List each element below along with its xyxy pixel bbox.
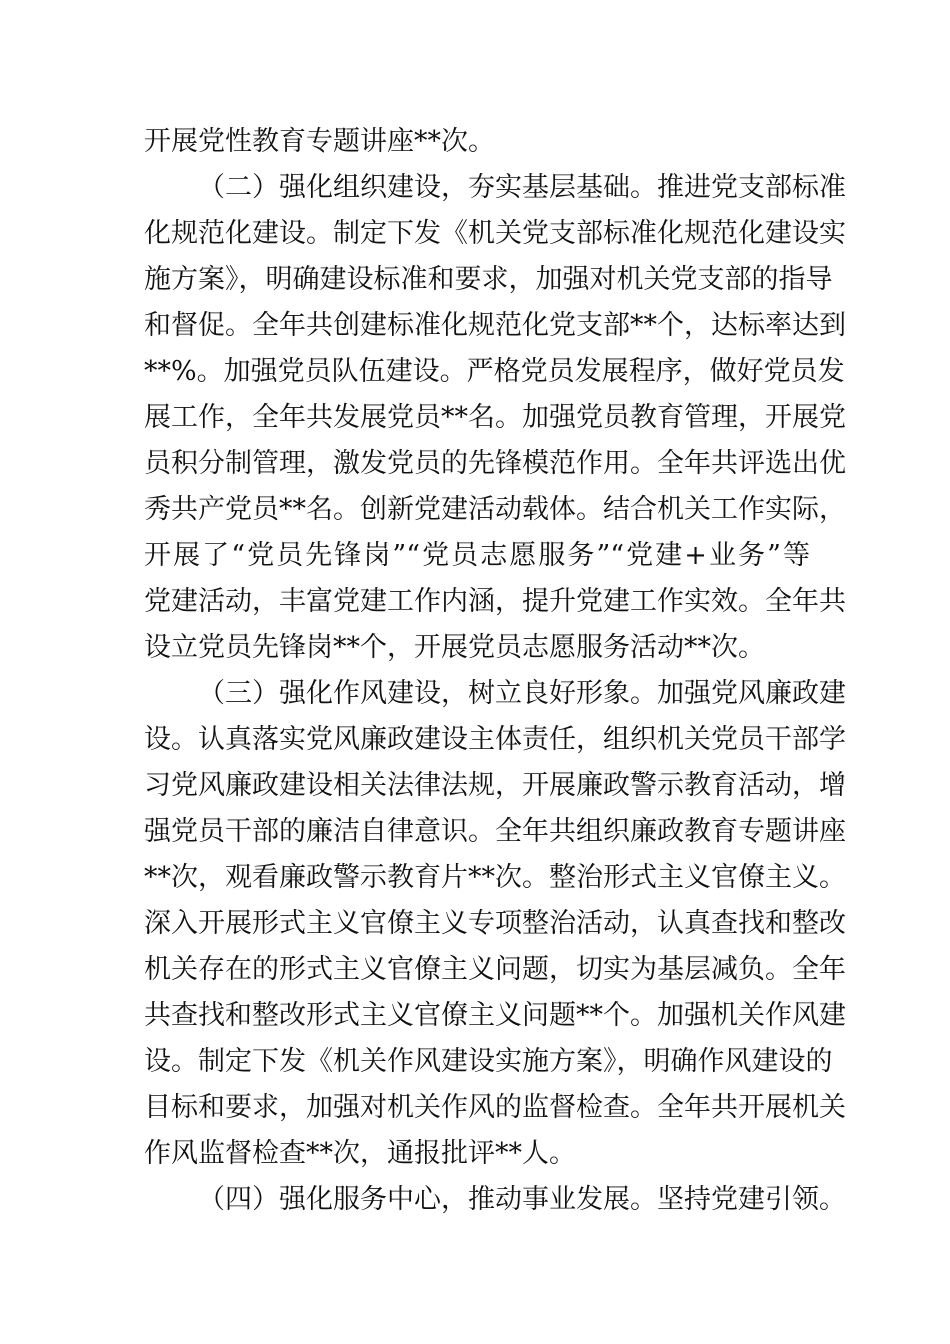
body-text-line: 作风监督检查**次，通报批评**人。	[144, 1138, 576, 1169]
body-text-line: 机关存在的形式主义官僚主义问题，切实为基层减负。全年	[144, 954, 846, 985]
body-text-line: 目标和要求，加强对机关作风的监督检查。全年共开展机关	[144, 1092, 846, 1123]
body-text-line: 习党风廉政建设相关法律法规，开展廉政警示教育活动，增	[144, 770, 846, 801]
section-heading-line: （四）强化服务中心，推动事业发展。坚持党建引领。	[198, 1184, 846, 1215]
body-text-line: 强党员干部的廉洁自律意识。全年共组织廉政教育专题讲座	[144, 816, 846, 847]
section-heading-line: （二）强化组织建设，夯实基层基础。推进党支部标准	[198, 172, 846, 203]
body-text-line: 深入开展形式主义官僚主义专项整治活动，认真查找和整改	[144, 908, 846, 939]
body-text-line: 开展党性教育专题讲座**次。	[144, 126, 495, 157]
body-text-line: **次，观看廉政警示教育片**次。整治形式主义官僚主义。	[144, 862, 846, 893]
body-text-line: 开展了“党员先锋岗”“党员志愿服务”“党建+业务”等	[144, 540, 810, 571]
body-text-line: 设。制定下发《机关作风建设实施方案》，明确作风建设的	[144, 1046, 833, 1077]
body-text-line: 和督促。全年共创建标准化规范化党支部**个，达标率达到	[144, 310, 846, 341]
body-text-line: 设。认真落实党风廉政建设主体责任，组织机关党员干部学	[144, 724, 846, 755]
body-text-line: 党建活动，丰富党建工作内涵，提升党建工作实效。全年共	[144, 586, 846, 617]
body-text-line: 设立党员先锋岗**个，开展党员志愿服务活动**次。	[144, 632, 765, 663]
body-text-line: **%。加强党员队伍建设。严格党员发展程序，做好党员发	[144, 356, 845, 387]
section-heading-line: （三）强化作风建设，树立良好形象。加强党风廉政建	[198, 678, 846, 709]
body-text-line: 秀共产党员**名。创新党建活动载体。结合机关工作实际，	[144, 494, 846, 525]
body-text-line: 员积分制管理，激发党员的先锋模范作用。全年共评选出优	[144, 448, 846, 479]
body-text-line: 展工作，全年共发展党员**名。加强党员教育管理，开展党	[144, 402, 846, 433]
body-text-line: 共查找和整改形式主义官僚主义问题**个。加强机关作风建	[144, 1000, 846, 1031]
body-text-line: 施方案》，明确建设标准和要求，加强对机关党支部的指导	[144, 264, 833, 295]
body-text-line: 化规范化建设。制定下发《机关党支部标准化规范化建设实	[144, 218, 846, 249]
